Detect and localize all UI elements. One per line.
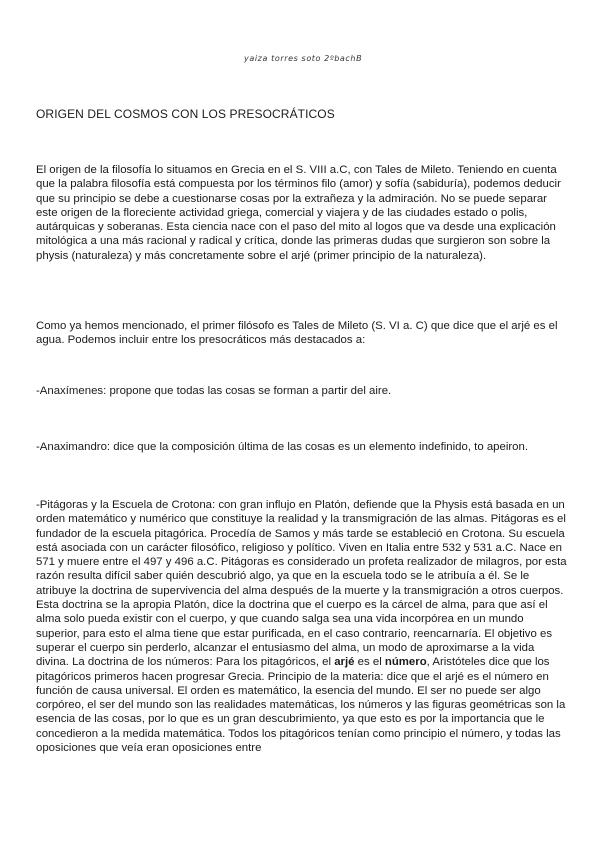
paragraph-anaximenes: -Anaxímenes: propone que todas las cosas se forman a partir del aire. <box>36 385 392 397</box>
author-line: yaiza torres soto 2ºbachB <box>244 54 363 63</box>
paragraph-tales: Como ya hemos mencionado, el primer filósofo es Tales de Mileto (S. VI a. C) que dice que el arjé es el agua. Podemos incluir entre los presocráticos más destacados a: <box>36 320 558 347</box>
bold-arje: arjé <box>334 656 355 669</box>
paragraph-anaximandro: -Anaximandro: dice que la composición última de las cosas es un elemento indefinido, to apeiron. <box>36 441 528 453</box>
paragraph-pitagoras <box>36 498 568 755</box>
pitagoras-text-1: -Pitágoras y la Escuela de Crotona: con gran influjo en Platón, defiende que la Physis está basada en un orden matemático y numérico que constituye la realidad y la transmigración de las almas. Pitágoras es el fundador de la escuela pitagórica. Procedía de Samos y más tarde se estableció en Crotona. Su escuela está asociada con un carácter filosófico, religioso y político. Viven en Italia entre 532 y 531 a.C. Nace en 571 y muere entre el 497 y 496 a.C. Pitágoras es considerado un profeta realizador de milagros, por esta razón resulta difícil saber quién descubrió algo, ya que en la escuela todo se le atribuía a él. Se le atribuye la doctrina de supervivencia del alma después de la muerte y la transmigración a otros cuerpos. Esta doctrina se la apropia Platón, dice la doctrina que el cuerpo es la cárcel de alma, para que así el alma solo pueda existir con el cuerpo, y que cuando salga sea una vida incorpórea en un mundo superior, para esto el alma tiene que estar purificada, en el caso contrario, reencarnaría. El objetivo es superar el cuerpo sin perderlo, alcanzar el entusiasmo del alma, un modo de aproximarse a la vida divina. La doctrina de los números: Para los pitagóricos, el <box>36 499 567 669</box>
paragraph-intro: El origen de la filosofía lo situamos en Grecia en el S. VIII a.C, con Tales de Mileto. Teniendo en cuenta que la palabra filosofía está compuesta por los términos filo (amor) y sofía (sabiduría), podemos deducir que su principio se debe a cuestionarse cosas por la extrañeza y la admiración. No se puede separar este origen de la floreciente actividad griega, comercial y viajera y de las ciudades estado o polis, autárquicas y soberanas. Esta ciencia nace con el paso del mito al logos que va desde una explicación mitológica a una más racional y radical y crítica, donde las primeras dudas que surgieron son sobre la physis (naturaleza) y más concretamente sobre el arjé (primer principio de la naturaleza). <box>36 164 561 262</box>
bold-numero: número <box>384 656 427 669</box>
pitagoras-text-mid: es el <box>354 656 385 669</box>
document-title: ORIGEN DEL COSMOS CON LOS PRESOCRÁTICOS <box>36 107 335 121</box>
pitagoras-text-2: , Aristóteles dice que los pitagóricos primeros hacen progresar Grecia. Principio de la materia: dice que el arjé es el número en función de causa universal. El orden es matemático, la esencia del mundo. El ser no puede ser algo corpóreo, el ser del mundo son las realidades matemáticas, los números y las figuras geométricas son la esencia de las cosas, por lo que es un gran descubrimiento, ya que esto es por la importancia que le concedieron a la medida matemática. Todos los pitagóricos tenían como principio el número, y todas las oposiciones que veía eran oposiciones entre <box>36 656 566 755</box>
